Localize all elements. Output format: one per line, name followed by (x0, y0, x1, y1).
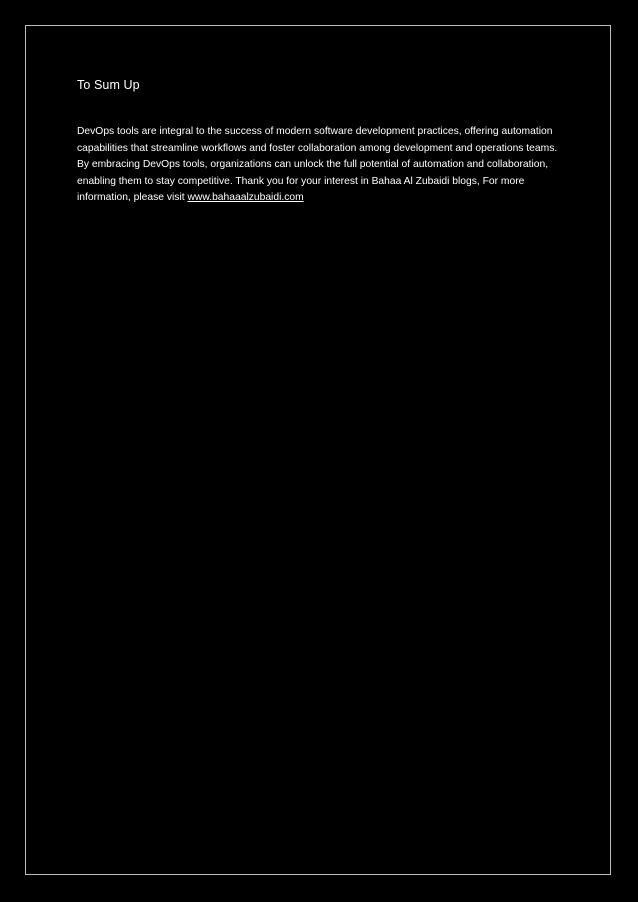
summary-text: DevOps tools are integral to the success of modern software development practices, offering automation capabilities that streamline workflows and foster collaboration among development and operations teams. By embracing DevOps tools, organizations can unlock the full potential of automation and collaboration, enabling them to stay competitive. Thank you for your interest in Bahaa Al Zubaidi blogs, For more information, please visit (77, 126, 558, 203)
section-heading: To Sum Up (77, 78, 140, 92)
website-link[interactable]: www.bahaaalzubaidi.com (187, 192, 304, 203)
summary-paragraph (77, 124, 567, 207)
